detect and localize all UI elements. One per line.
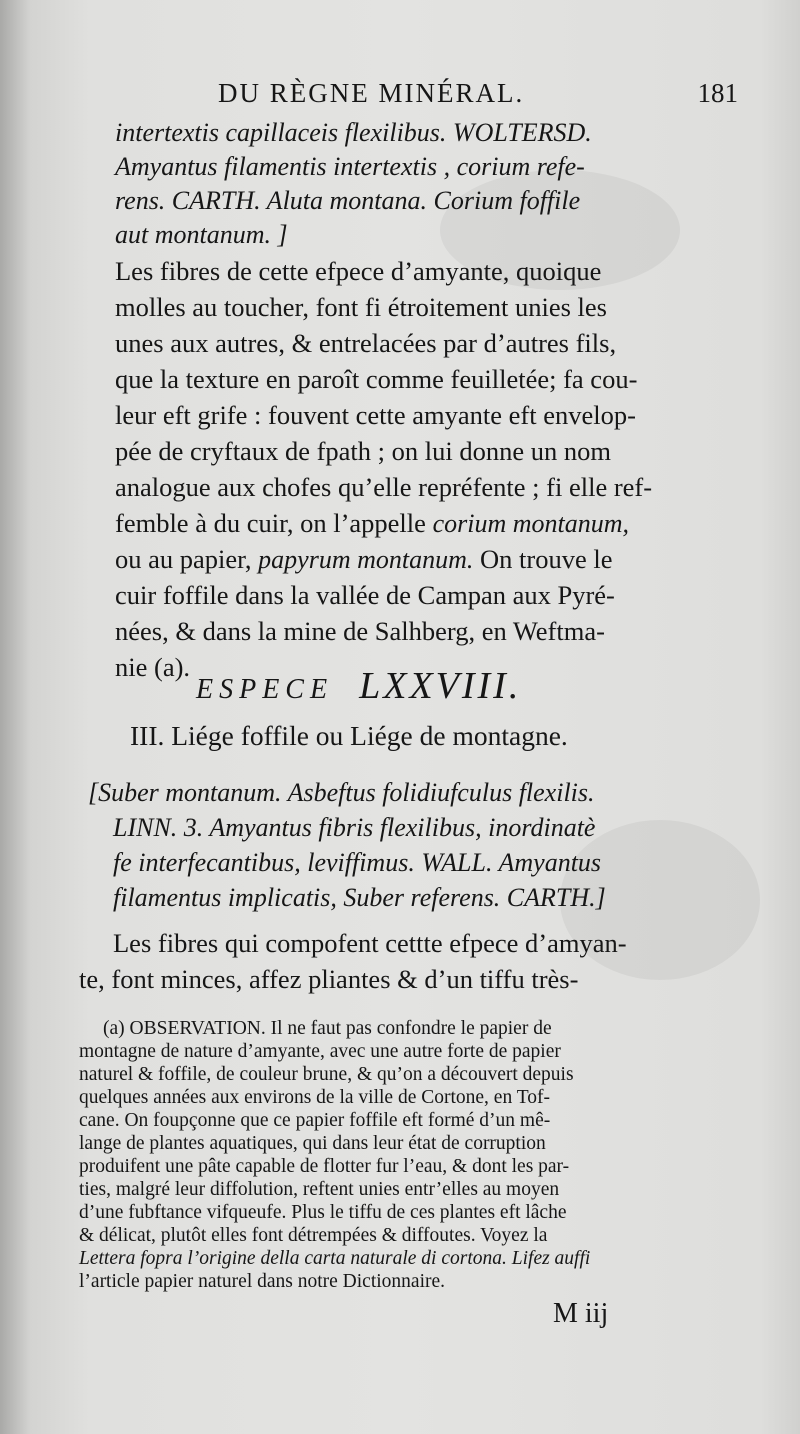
text-line: que la texture en paroît comme feuilletée; fa cou- [115,364,638,394]
italic-term: corium montanum, [432,509,629,538]
text-run: On trouve le [480,544,613,574]
text-line: nie (a). [115,652,191,682]
species-word: ESPECE [196,674,334,705]
text-line: unes aux autres, & entrelacées par d’autres fils, [115,328,617,358]
text-line: nées, & dans la mine de Salhberg, en Weftma- [115,616,605,646]
species-numeral: LXXVIII. [359,665,522,707]
footnote-line: l’article papier naturel dans notre Dictionnaire. [79,1271,446,1292]
synonym-line: [Suber montanum. Asbeftus folidiufculus flexilis. [88,778,595,807]
footnote-line: Lettera fopra l’origine della carta naturale di cortona. Lifez auffi [79,1248,591,1269]
footnote-line: lange de plantes aquatiques, qui dans leur état de corruption [79,1133,546,1154]
text-run: femble à du cuir, on l’appelle [115,508,426,538]
species-heading [196,664,636,708]
text-line [115,508,629,539]
text-line: molles au toucher, font fi étroitement unies les [115,292,607,322]
footnote-line: & délicat, plutôt elles font détrempées & diffoutes. Voyez la [79,1225,548,1246]
footnote-line: d’une fubftance vifqueufe. Plus le tiffu de ces plantes eft lâche [79,1202,567,1223]
page-number: 181 [697,78,738,108]
running-title: DU RÈGNE MINÉRAL. [218,78,525,108]
synonym-line: rens. CARTH. Aluta montana. Corium foffile [115,186,581,215]
text-line: leur eft grife : fouvent cette amyante eft envelop- [115,400,636,430]
text-line: cuir foffile dans la vallée de Campan aux Pyré- [115,580,615,610]
synonym-line: aut montanum. ] [115,220,288,249]
running-header [218,78,738,109]
text-line: pée de cryftaux de fpath ; on lui donne un nom [115,436,611,466]
synonym-line: filamentus implicatis, Suber referens. CARTH.] [113,883,606,912]
synonym-line: fe interfecantibus, leviffimus. WALL. Amyantus [113,848,602,877]
footnote-line: ties, malgré leur diffolution, reftent unies entr’elles au moyen [79,1179,560,1200]
text-line: Les fibres de cette efpece d’amyante, quoique [115,256,602,286]
text-line: te, font minces, affez pliantes & d’un tiffu très- [79,964,579,994]
text-run: ou au papier, [115,544,252,574]
text-line [115,544,612,575]
footnote-line: produifent une pâte capable de flotter fur l’eau, & dont les par- [79,1156,570,1177]
footnote-line: quelques années aux environs de la ville de Cortone, en Tof- [79,1087,551,1108]
footnote-line: cane. On foupçonne que ce papier foffile eft formé d’un mê- [79,1110,551,1131]
footnote-line: (a) OBSERVATION. Il ne faut pas confondre le papier de [103,1018,552,1039]
synonym-line: Amyantus filamentis intertextis , corium refe- [115,152,585,181]
species-subtitle: III. Liége foffile ou Liége de montagne. [130,720,568,751]
footnote-line: naturel & foffile, de couleur brune, & qu’on a découvert depuis [79,1064,574,1085]
synonym-line: LINN. 3. Amyantus fibris flexilibus, inordinatè [113,813,596,842]
signature-mark: M iij [553,1298,609,1329]
italic-term: papyrum montanum. [258,545,474,574]
text-line: analogue aux chofes qu’elle repréfente ; fi elle ref- [115,472,653,502]
synonym-line: intertextis capillaceis flexilibus. WOLTERSD. [115,118,592,147]
text-line: Les fibres qui compofent cettte efpece d’amyan- [113,928,627,958]
footnote-line: montagne de nature d’amyante, avec une autre forte de papier [79,1041,561,1062]
